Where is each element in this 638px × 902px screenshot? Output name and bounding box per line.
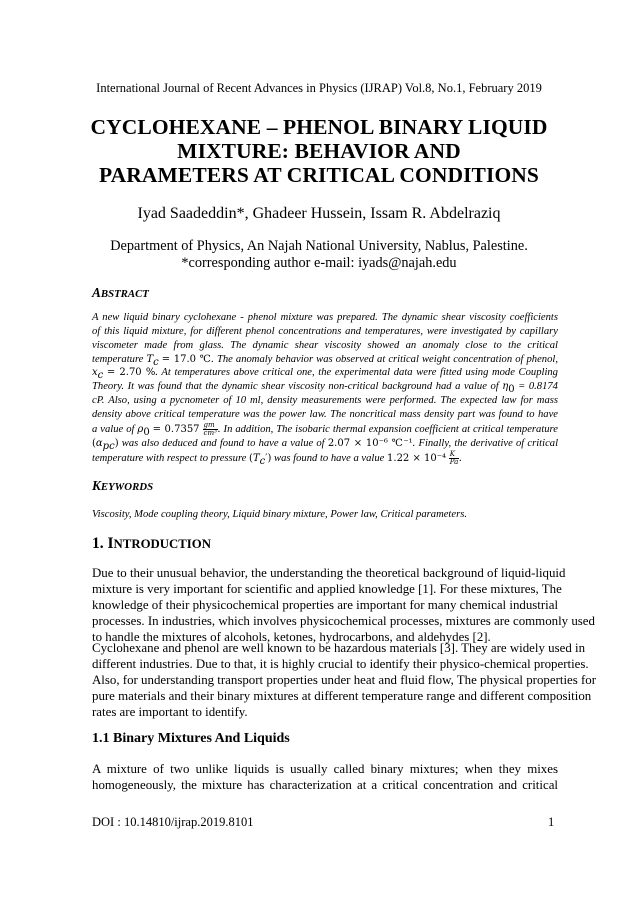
density-unit-fraction: $\frac{gm}{\text{cm³}}$ <box>203 420 217 437</box>
title-line-3: PARAMETERS AT CRITICAL CONDITIONS <box>99 163 539 187</box>
title-line-1: CYCLOHEXANE – PHENOL BINARY LIQUID <box>90 115 548 139</box>
corresponding-author: *corresponding author e-mail: iyads@najah.edu <box>181 254 457 271</box>
abstract-line-8: density above critical temperature was the power law. The noncritical mass density part was found to have <box>92 408 558 420</box>
abstract-line-6: Theory. It was found that the dynamic shear viscosity non-critical background had a value of $\eta_0 = 0.8174$ <box>92 381 558 396</box>
pressure-unit-fraction: $\frac{K}{Pa}$ <box>449 449 459 466</box>
footer-doi: DOI : 10.14810/ijrap.2019.8101 <box>92 815 254 829</box>
keywords-text: Viscosity, Mode coupling theory, Liquid binary mixture, Power law, Critical parameters. <box>92 509 467 520</box>
subsection-heading: 1.1 Binary Mixtures And Liquids <box>92 731 290 746</box>
abstract-heading: ABSTRACT <box>92 285 149 300</box>
title-line-2: MIXTURE: BEHAVIOR AND <box>177 139 461 163</box>
authors: Iyad Saadeddin*, Ghadeer Hussein, Issam R. Abdelraziq <box>137 205 501 222</box>
intro-paragraph-1: Due to their unusual behavior, the understanding the theoretical background of liquid-liquid mixture is very important for scientific and applied knowledge [1]. For these mixtures, The knowledge of their physicochemical properties are important for many chemical industrial processes. In industries, which involves physicochemical processes, mixtures are commonly used to handle the mixtures of alcohols, ketones, hydrocarbons, and aldehydes [2]. <box>92 566 595 644</box>
page-number: 1 <box>548 815 555 829</box>
abstract-line-5: $x_c = 2.70$ %. At temperatures above critical one, the experimental data were fitted using mode Coupling <box>92 367 558 382</box>
abstract-line-3: viscometer made from glass. The dynamic shear viscosity showed an anomaly close to the critical <box>92 339 558 351</box>
abstract-line-1: A new liquid binary cyclohexane - phenol mixture was prepared. The dynamic shear viscosity coefficients <box>92 312 558 323</box>
abstract-line-2: of this liquid mixture, for different phenol concentrations and temperatures, were investigated by capillary <box>92 325 558 337</box>
abstract-line-9: a value of $\rho_0 = 0.7357$ $\frac{gm}{\text{cm³}}$ . In addition, The isobaric thermal expansion coefficient at critical temperature <box>92 420 558 438</box>
subsection-paragraph-1: A mixture of two unlike liquids is usually called binary mixtures; when they mixes homogeneously, the mixture has characterization at a critical concentration and critical <box>92 762 558 792</box>
abstract-line-10: $(\alpha_{pc})$ was also deduced and found to have a value of 2.07 × 10⁻⁶ ℃⁻¹. Finally, the derivative of critical <box>92 437 559 452</box>
abstract-text <box>92 311 558 466</box>
affiliation-block <box>0 238 638 271</box>
paper-title <box>60 115 578 187</box>
keywords-heading: KEYWORDS <box>92 478 154 493</box>
affiliation: Department of Physics, An Najah National University, Nablus, Palestine. <box>110 238 528 254</box>
journal-header: International Journal of Recent Advances in Physics (IJRAP) Vol.8, No.1, February 2019 <box>96 81 542 95</box>
abstract-line-4: temperature $T_c = 17.0$ ℃. The anomaly behavior was observed at critical weight concentration of phenol, <box>92 353 558 368</box>
abstract-line-7: cP. Also, using a pycnometer of 10 ml, density measurements were performed. The expected law for mass <box>92 395 558 407</box>
introduction-heading: 1. INTRODUCTION <box>92 535 211 552</box>
intro-paragraph-2: Cyclohexane and phenol are well known to be hazardous materials [3]. They are widely used in different industries. Due to that, it is highly crucial to identify their physico-chemical properties. Also, for understanding transport properties under heat and fluid flow, The physical properties for pure materials and their binary mixtures at different temperature range and different composition rates are important to identify. <box>92 641 597 719</box>
abstract-line-11: temperature with respect to pressure $(T_c')$ was found to have a value 1.22 × 10⁻⁴ $\frac{K}{Pa}$ . <box>92 449 462 467</box>
